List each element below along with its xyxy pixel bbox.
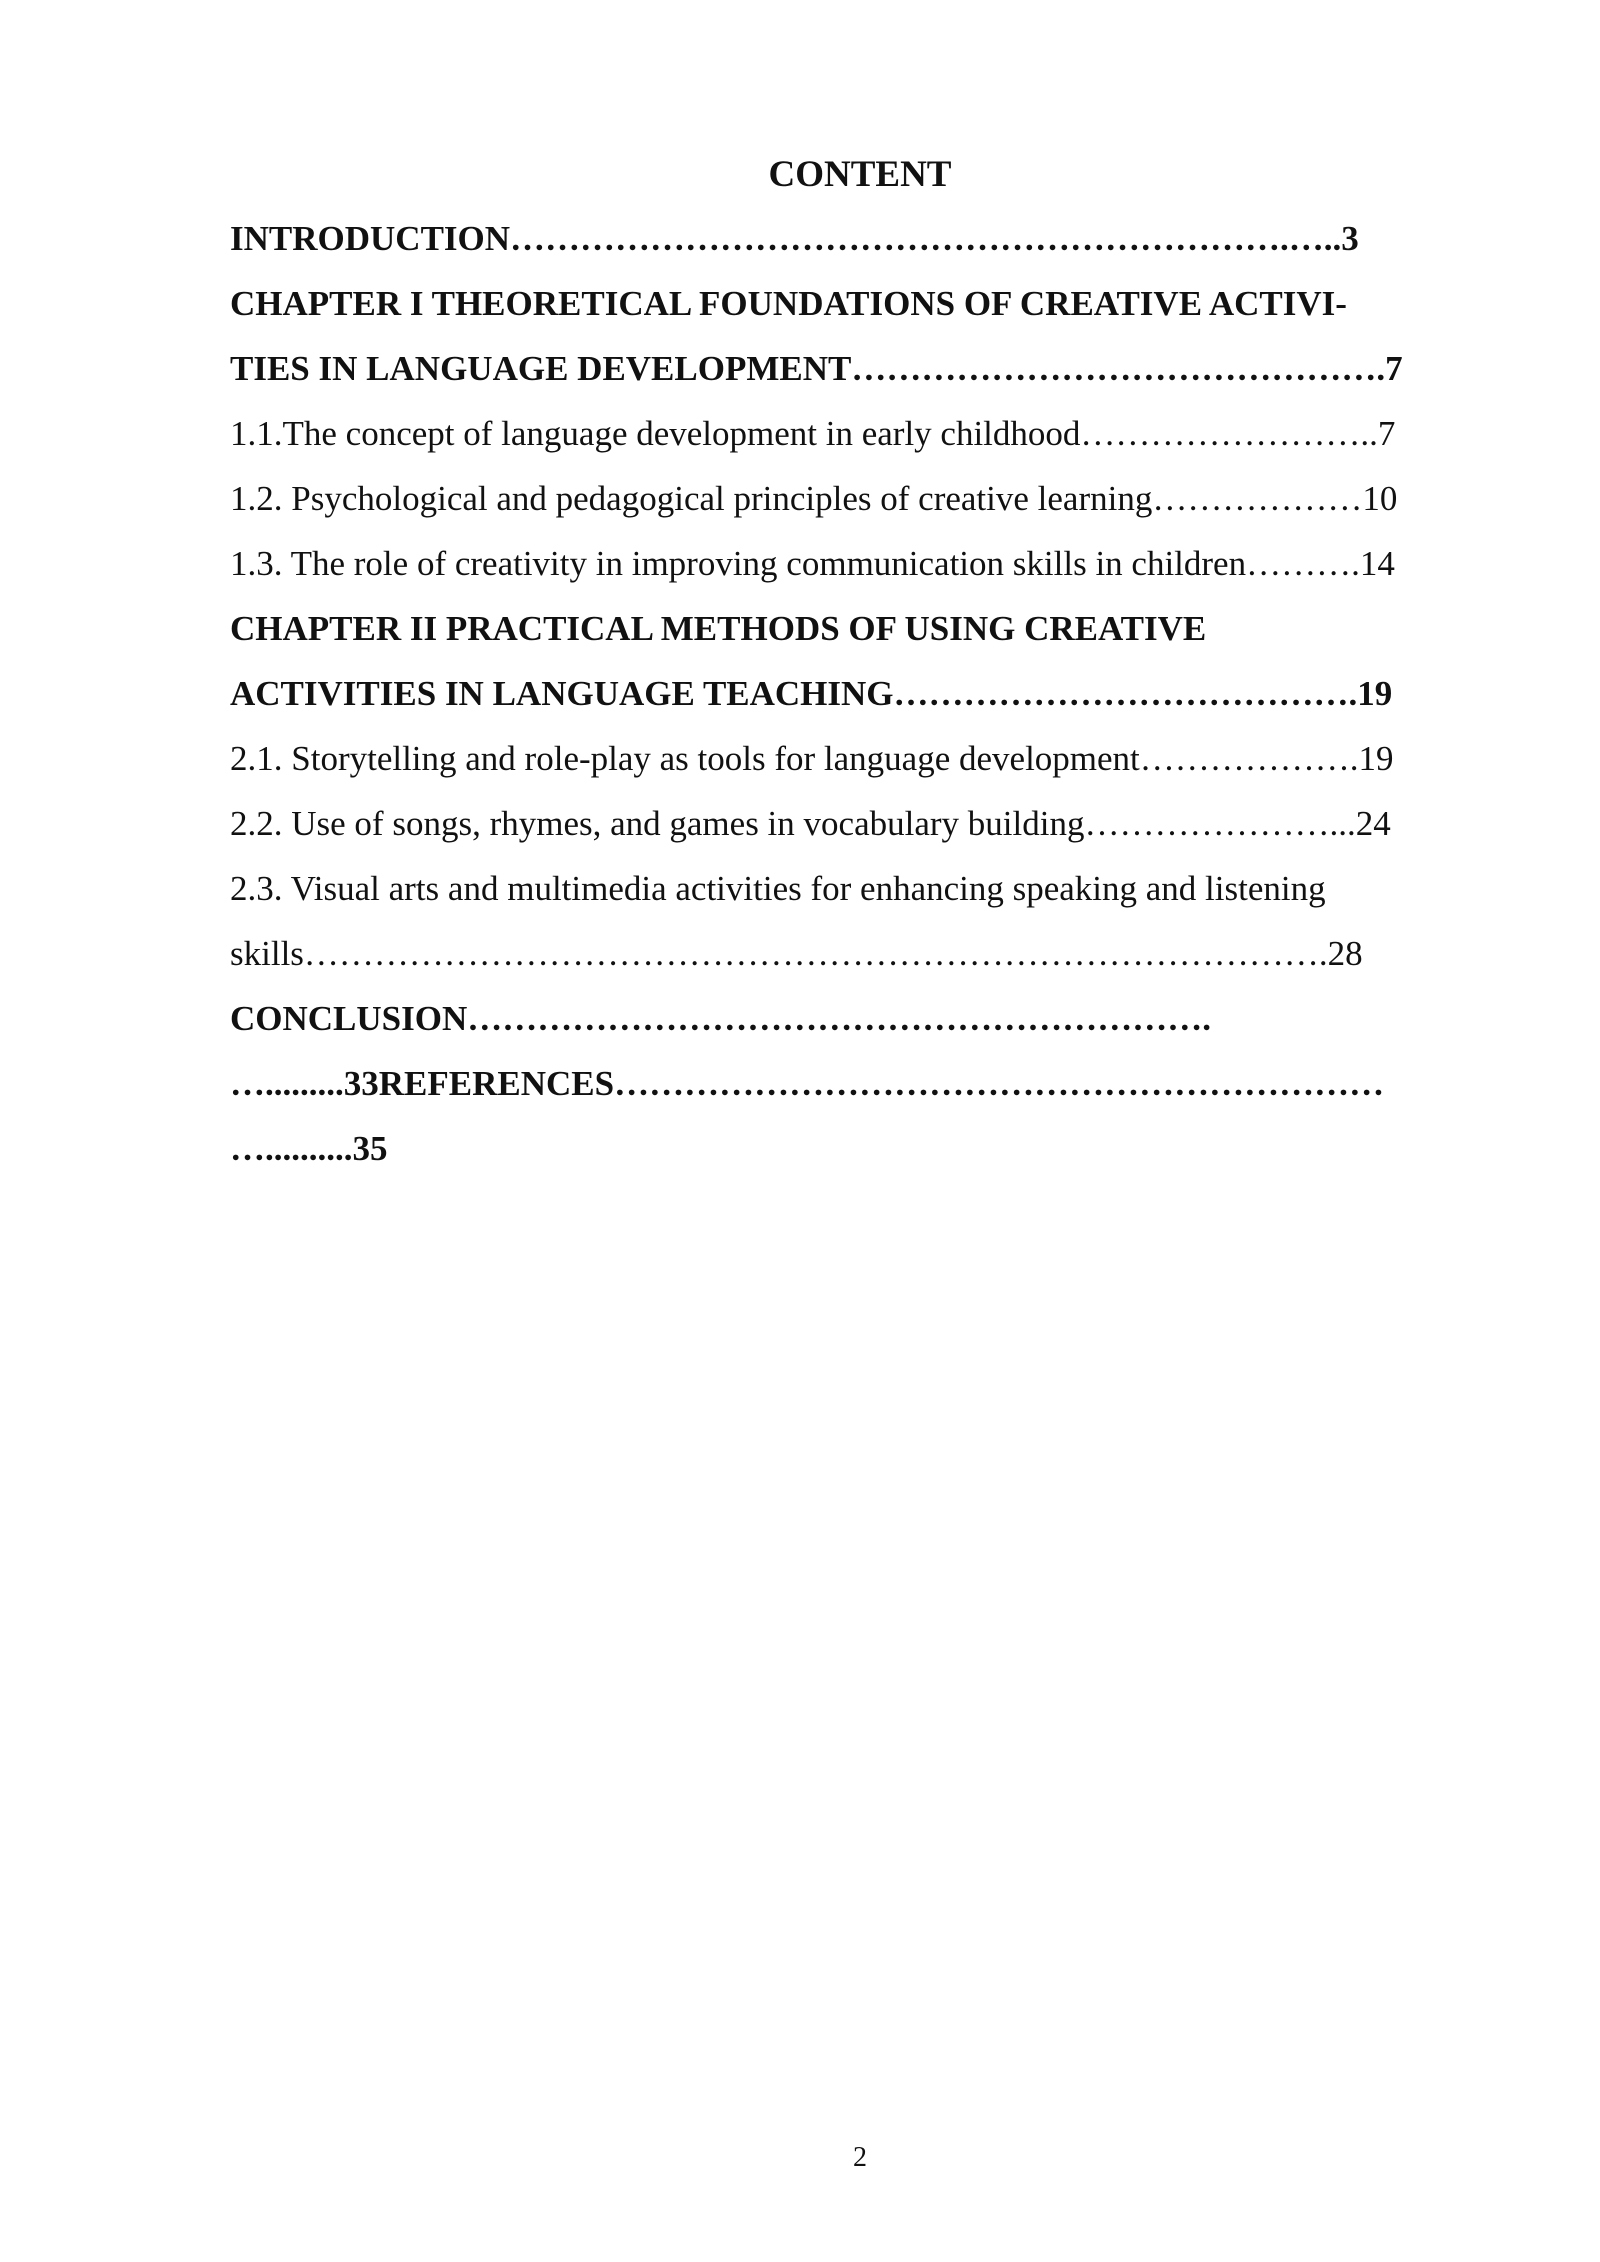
toc-line-references-page: …..........35 bbox=[230, 1129, 388, 1168]
toc-heading: CONTENT bbox=[768, 154, 952, 195]
toc-line-references: ….........33REFERENCES………………………………………………………… bbox=[230, 1064, 1385, 1103]
toc-line-chapter-1-title-cont: TIES IN LANGUAGE DEVELOPMENT……………………………………….7 bbox=[230, 349, 1403, 388]
toc-line-introduction: INTRODUCTION………………………………………………………….…..3 bbox=[230, 219, 1359, 258]
page-number: 2 bbox=[853, 2142, 867, 2173]
toc-line-chapter-2-title-cont: ACTIVITIES IN LANGUAGE TEACHING………………………………….19 bbox=[230, 674, 1393, 713]
toc-line-chapter-1-title: CHAPTER I THEORETICAL FOUNDATIONS OF CREATIVE ACTIVI- bbox=[230, 284, 1347, 323]
toc-line-conclusion: CONCLUSION………………………………………………………. bbox=[230, 999, 1212, 1038]
toc-line-section-1-1: 1.1.The concept of language development in early childhood……………………..7 bbox=[230, 414, 1396, 453]
toc-line-section-1-2: 1.2. Psychological and pedagogical principles of creative learning………………10 bbox=[230, 479, 1398, 518]
toc-line-section-2-1: 2.1. Storytelling and role-play as tools for language development……………….19 bbox=[230, 739, 1394, 778]
toc-line-section-2-3: 2.3. Visual arts and multimedia activities for enhancing speaking and listening bbox=[230, 869, 1326, 908]
toc-line-section-2-2: 2.2. Use of songs, rhymes, and games in vocabulary building…………………...24 bbox=[230, 804, 1391, 843]
table-of-contents bbox=[230, 206, 1490, 1181]
toc-line-section-1-3: 1.3. The role of creativity in improving communication skills in children……….14 bbox=[230, 544, 1395, 583]
toc-line-section-2-3-cont: skills…………………………………………………………………………….28 bbox=[230, 934, 1363, 973]
toc-line-chapter-2-title: CHAPTER II PRACTICAL METHODS OF USING CREATIVE bbox=[230, 609, 1207, 648]
